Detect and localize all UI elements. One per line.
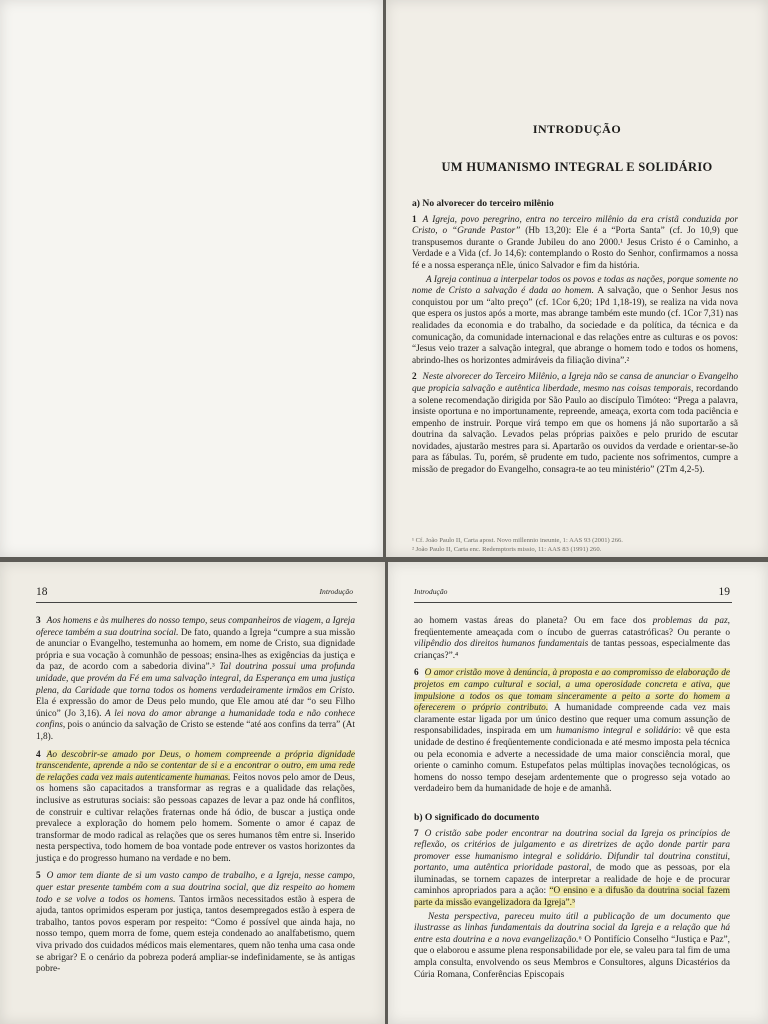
running-title-text: Introdução: [414, 587, 448, 596]
paragraph-7b: [414, 912, 730, 982]
highlighted-text: “O ensino e a difusão da doutrina social fazem parte da missão evangelizadora da Igreja”.⁵: [414, 886, 730, 909]
page-number-text: 19: [718, 586, 730, 598]
paragraph-3: [36, 616, 355, 744]
highlighted-text: O amor cristão move à denúncia, à proposta e ao compromisso de elaboração de projetos em campo cultural e social, a uma operosidade concreta e ativa, que impulsione a todos os que tomam sinceramente a peito a sorte do homem a oferecerem o próprio contributo.: [414, 668, 730, 714]
paragraph-number: 3: [36, 616, 41, 626]
italic-text: Nesta perspectiva, pareceu muito útil a publicação de um documento que ilustrasse as linhas fundamentais da doutrina social da Igreja e a relação que há entre esta doutrina e a nova evangelização.: [414, 911, 730, 945]
paragraph-number: 1: [412, 214, 417, 225]
page-18: [0, 562, 385, 1024]
text-column: [36, 616, 355, 978]
italic-text: Aos homens e às mulheres do nosso tempo, seus companheiros de viagem, a Igreja oferece também a sua doutrina social.: [36, 616, 355, 638]
chapter-label: INTRODUÇÃO: [532, 122, 622, 136]
italic-text: A lei nova do amor abrange a humanidade toda e não conhece confins,: [36, 708, 355, 731]
footnote-1: ¹ Cf. João Paulo II, Carta apost. Novo millennio ineunte, 1: AAS 93 (2001) 266.: [412, 537, 623, 544]
italic-text: O amor tem diante de si um vasto campo de trabalho, e a Igreja, nesse campo, quer estar presente também com a sua doutrina social, que diz respeito ao homem todo e se volve a todos os homens.: [36, 871, 355, 905]
paragraph-4: [36, 750, 355, 866]
paragraph-number: 5: [36, 871, 41, 882]
chapter-title: UM HUMANISMO INTEGRAL E SOLIDÁRIO: [441, 160, 713, 174]
paragraph-5: [36, 871, 355, 975]
body-text: (Hb 13,20): Ele é a “Porta Santa” (cf. Jo 10,9) que transpusemos durante o Grande Jubileu do ano 2000.¹ Jesus Cristo é o Caminho, a Verdade e a Vida (cf. Jo 14,6): contemplando o Rosto do Senhor, confirmamos a nossa fé e a nossa esperança nEle, único Salvador e fim da história.: [412, 226, 738, 271]
blank-page: [0, 0, 383, 557]
italic-text: Neste alvorecer do Terceiro Milênio, a Igreja não se cansa de anunciar o Evangelho que propicia salvação e autêntica liberdade, mesmo nas coisas temporais: [412, 372, 738, 394]
body-text: de tantas pessoas, especialmente das crianças?”.⁴: [414, 639, 730, 661]
italic-text: humanismo integral e solidário: [556, 726, 679, 737]
body-text: de modo que as pessoas, por ela iluminadas, se tornem capazes de interpretar a realidade de hoje e de procurar caminhos apropriados para a ação:: [414, 863, 730, 897]
section-heading-a: a) No alvorecer do terceiro milênio: [412, 198, 554, 209]
paragraph-number: 2: [412, 372, 417, 383]
body-text: Tantos irmãos necessitados estão à espera de ajuda, tantos oprimidos esperam por justiça, tantos desempregados estão à espera de trabalho, tantos povos esperam por respeito: “Como é possível que ainda haja, no nosso tempo, quem morra de fome, quem esteja condenado ao analfabetismo, quem viva privado dos cuidados médicos mais elementares, quem não tenha uma casa onde se abrigar? E o cenário da pobreza poderá ampliar-se indefinidamente, se às antigas pobre-: [36, 894, 355, 975]
body-text: : vê que esta unidade de destino é freqüentemente condicionada e até mesmo imposta pela técnica ou pela economia e adverte a necessidade de uma maior consciência moral, que oriente o caminho comum. Estupefatos pelas múltiplas inovações tecnológicas, os homens do nosso tempo desejam ardentemente que o progresso seja votado ao verdadeiro bem da humanidade de hoje e de amanhã.: [414, 726, 730, 795]
paragraph-1b: [412, 275, 738, 368]
footnote-2: ² João Paulo II, Carta enc. Redemptoris missio, 11: AAS 83 (1991) 260.: [412, 546, 602, 553]
italic-text: A Igreja, povo peregrino, entra no terceiro milênio da era cristã conduzida por Cristo, o “Grande Pastor”: [412, 214, 738, 237]
body-text: ⁶ O Pontifício Conselho “Justiça e Paz”, que o elaborou e assume plena responsabilidade por ele, se valeu para tal fim de uma ampla consulta, envolvendo os seus Membros e Consultores, alguns Dicastérios da Cúria Romana, Conferências Episcopais: [414, 934, 730, 980]
running-title-text: Introdução: [319, 587, 353, 596]
body-text: Feitos novos pelo amor de Deus, os homens são capacitados a transformar as regras e a qualidade das relações, inclusive as estruturas sociais: são pessoas capazes de levar a paz onde há conflitos, de construir e cultivar relações fraternas onde há ódio, de buscar a justiça onde prevalece a exploração do homem pelo homem. Somente o amor é capaz de transformar de modo radical as relações que os seres humanos têm entre si. Inserido nesta perspectiva, todo homem de boa vontade pode entrever os vastos horizontes da justiça e do progresso humano na verdade e no bem.: [36, 772, 355, 864]
running-title: [414, 586, 447, 597]
paragraph-number: 7: [414, 828, 419, 839]
page-introduction-opening: [386, 0, 768, 557]
paragraph-6: [414, 668, 730, 796]
italic-text: vilipêndio dos direitos humanos fundamentais: [414, 639, 589, 650]
italic-text: O cristão sabe poder encontrar na doutrina social da Igreja os princípios de reflexão, os critérios de julgamento e as diretrizes de ação donde partir para promover esse humanismo integral e solidário. Difundir tal doutrina constitui, portanto, uma autêntica prioridade pastoral,: [414, 828, 730, 874]
body-text: ao homem vastas áreas do planeta? Ou em face dos: [414, 616, 653, 626]
body-text: De fato, quando a Igreja “cumpre a sua missão de anunciar o Evangelho, testemunha ao homem, em nome de Cristo, sua dignidade própria e sua vocação à comunhão de pessoas; ensina-lhes as exigências da justiça e da paz, de acordo com a sabedoria divina”.³: [36, 627, 356, 673]
body-text: Ela é expressão do amor de Deus pelo mundo, que Ele amou até dar “o seu Filho único” (Jo 3,16).: [36, 697, 355, 719]
footnotes: [412, 536, 738, 554]
paragraph-number: 4: [36, 749, 41, 760]
paragraph-2: [412, 372, 738, 476]
body-text: A humanidade compreende cada vez mais claramente estar ligada por um único destino que requer uma comum assunção de responsabilidades, inspirada em um: [414, 703, 731, 737]
paragraph-7: [414, 829, 730, 910]
header-rule: [414, 602, 732, 603]
running-title: [320, 586, 353, 597]
page-number: [719, 586, 731, 598]
body-text: pois o anúncio da salvação de Cristo se estende “até aos confins da terra” (At 1,8).: [36, 720, 355, 742]
text-column: [414, 616, 730, 983]
paragraph-1: [412, 215, 738, 273]
italic-text: problemas da paz,: [652, 616, 731, 626]
section-heading-b: b) O significado do documento: [414, 811, 540, 823]
page-19: [388, 562, 768, 1024]
italic-text: A Igreja continua a interpelar todos os povos e todas as nações, porque somente no nome de Cristo a salvação é dada ao homem.: [412, 274, 738, 297]
text-column: [412, 198, 738, 479]
highlighted-text: Ao descobrir-se amado por Deus, o homem compreende a própria dignidade transcendente, aprende a não se contentar de si e a encontrar o outro, em uma rede de relações cada vez mais autenticamente humanas.: [36, 749, 355, 783]
page-number-text: 18: [36, 586, 48, 598]
paragraph-number: 6: [414, 668, 419, 679]
body-text: A salvação, que o Senhor Jesus nos conquistou por um “alto preço” (cf. 1Cor 6,20; 1Pd 1,18-19), se realiza na vida nova que espera os justos após a morte, mas abrange também este mundo (cf. 1Cor 7,31) nas realidades da economia e do trabalho, da sociedade e da política, da técnica e da comunicação, da comunidade internacional e das relações entre as culturas e os povos: “Jesus veio trazer a salvação integral, que abrange o homem todo e todos os homens, abrindo-lhes os horizontes admiráveis da filiação divina”.²: [412, 286, 738, 366]
italic-text: Tal doutrina possui uma profunda unidade, que provém da Fé em uma salvação integral, da Esperança em uma justiça plena, da Caridade que torna todos os homens verdadeiramente irmãos em Cristo.: [36, 662, 355, 696]
header-rule: [36, 602, 357, 603]
body-text: , recordando a solene recomendação dirigida por São Paulo ao discípulo Timóteo: “Prega a palavra, insiste oportuna e no importunamente, repreende, ameaça, exorta com toda paciência e empenho de instruir. Porque virá tempo em que os homens já não suportarão a sã doutrina da salvação. Levados pelas próprias paixões e pelo prurido de escutar novidades, ajustarão mestres para si. Apartarão os ouvidos da verdade e orientar-se-ão para as fábulas. Tu, porém, sê prudente em tudo, paciente nos sofrimentos, cumpre a missão de pregador do Evangelho, consagra-te ao teu ministério” (2Tm 4,2-5).: [412, 383, 738, 476]
body-text: freqüentemente ameaçada com o íncubo de guerras catastróficas? Ou perante o: [414, 627, 730, 638]
paragraph-continuation: [414, 616, 730, 662]
page-number: [36, 586, 48, 598]
